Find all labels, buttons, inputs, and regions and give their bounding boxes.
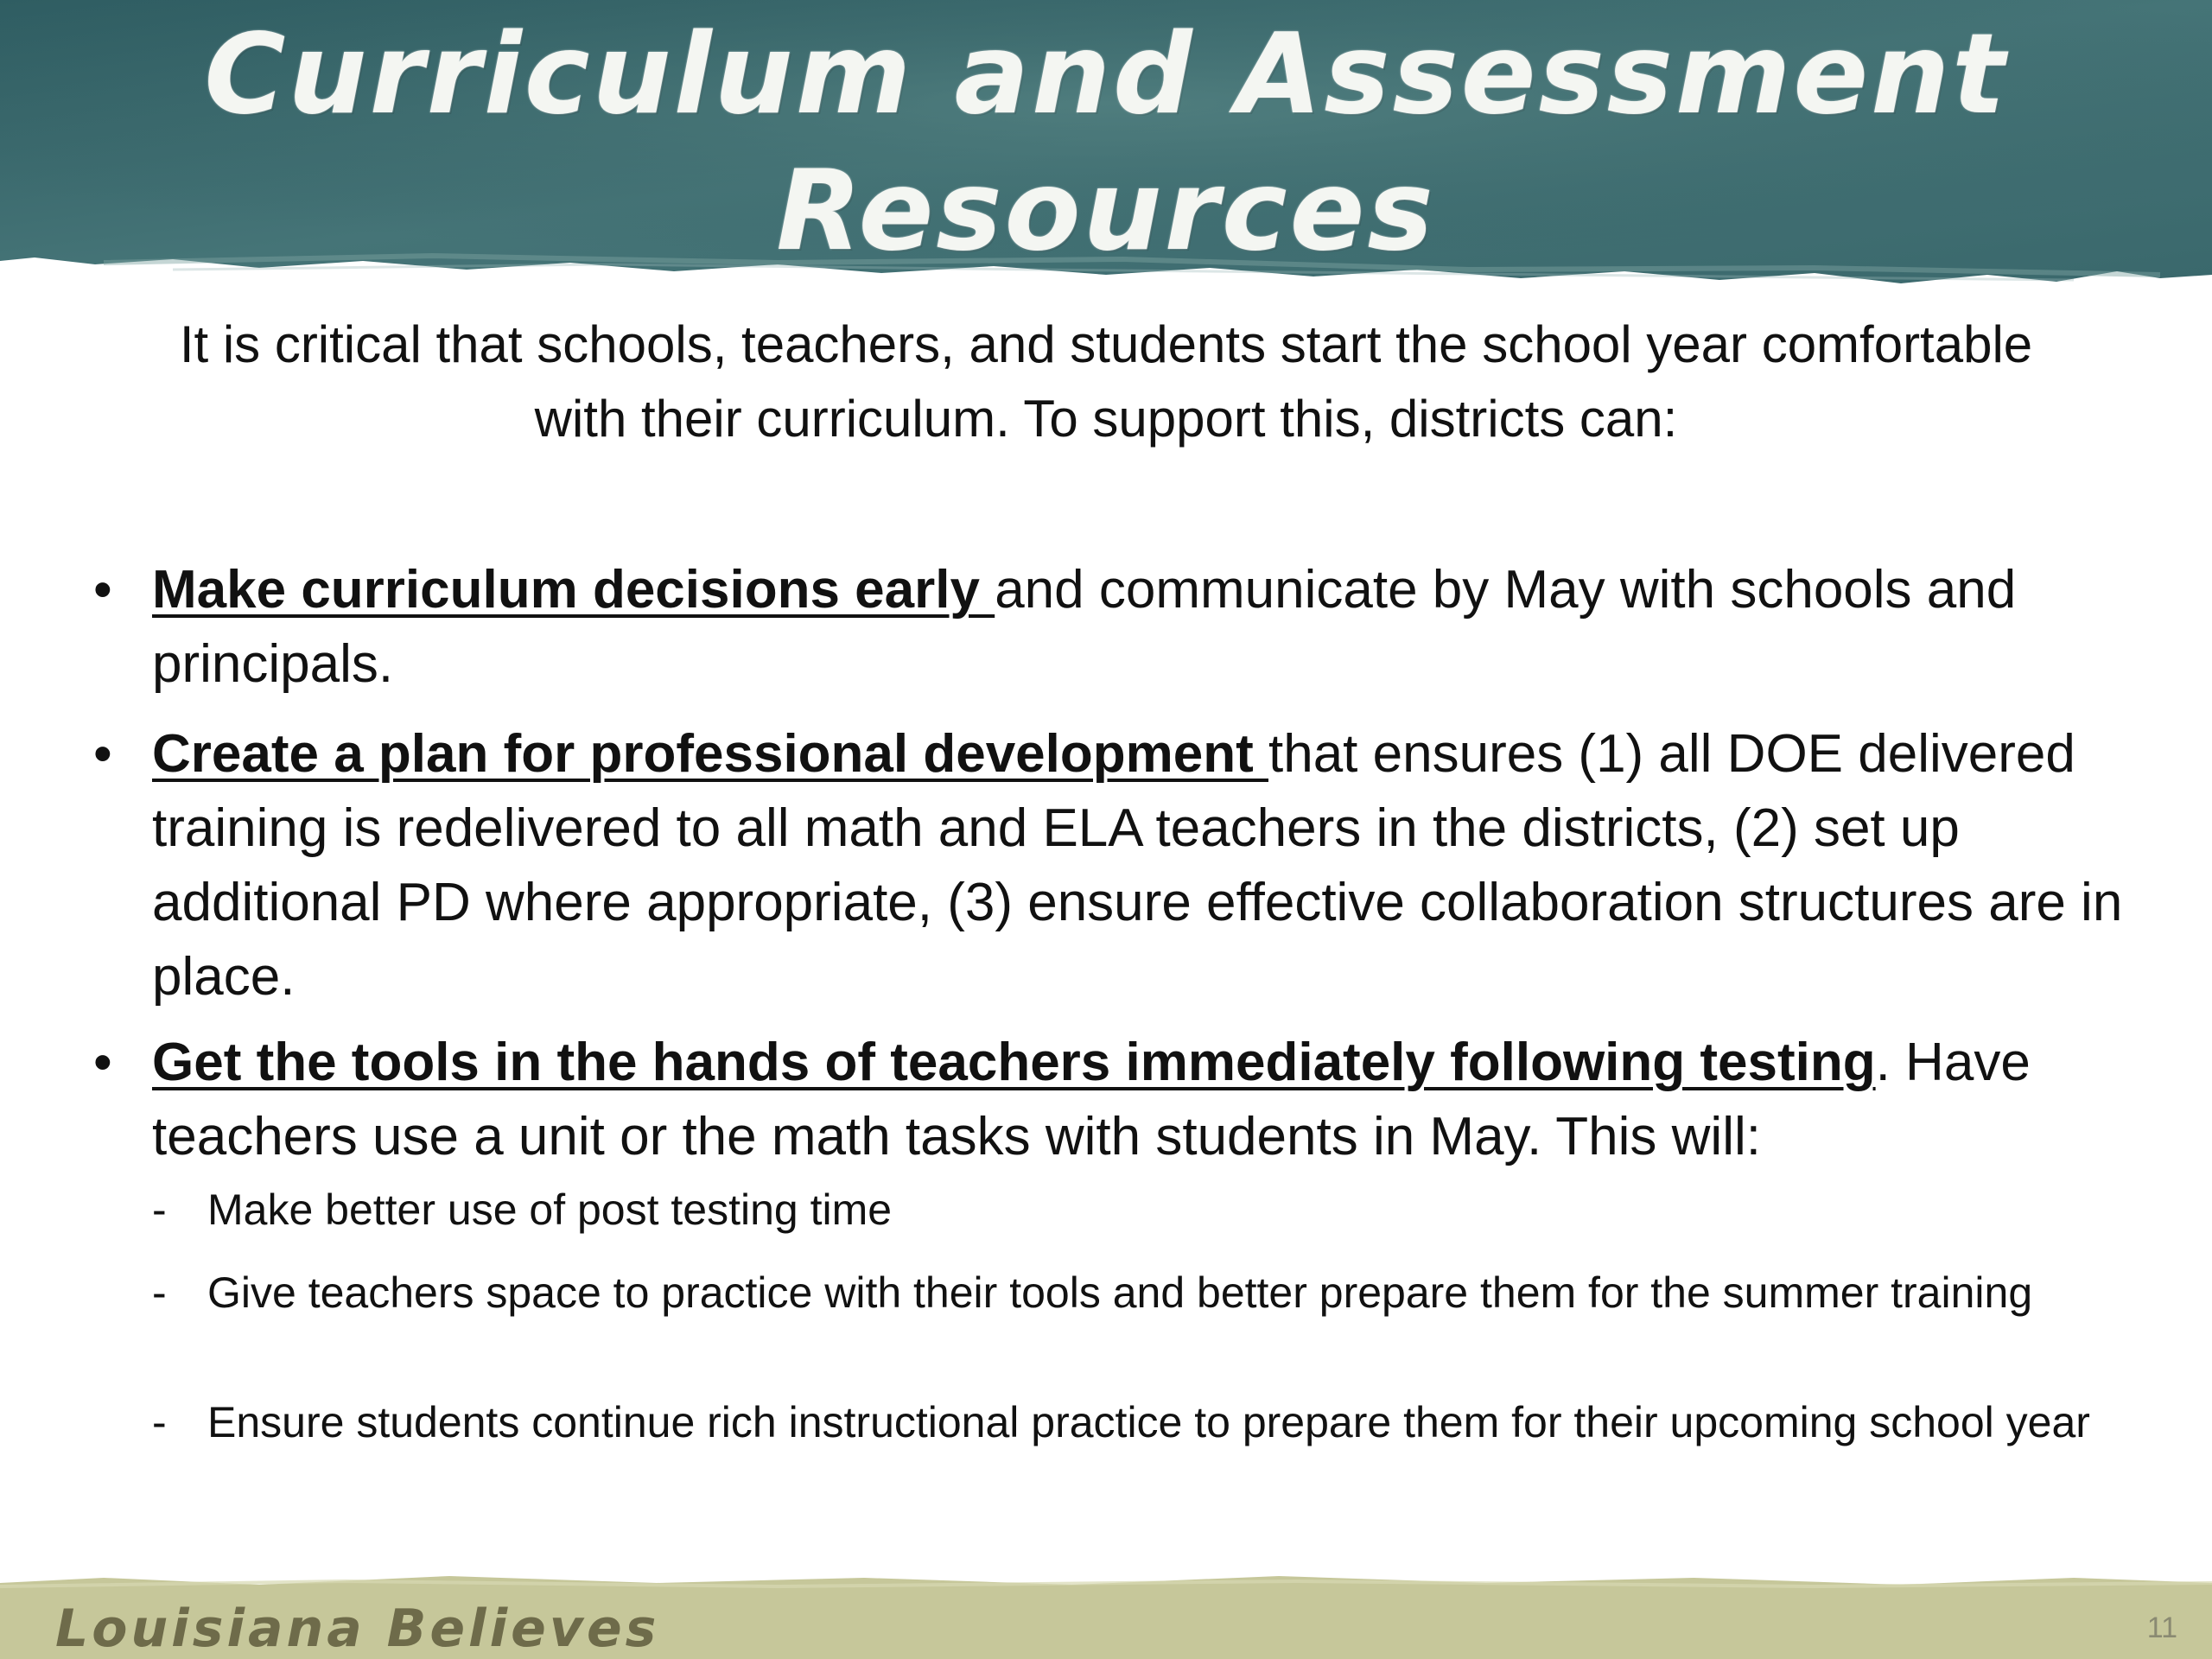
sub-bullet-text: Give teachers space to practice with their tools and better prepare them for the summer training xyxy=(207,1268,2033,1317)
intro-paragraph: It is critical that schools, teachers, and students start the school year comfortable with their curriculum. To support this, districts can: xyxy=(179,315,2033,448)
slide-number: 11 xyxy=(2146,1611,2177,1644)
bullet-lead: Make curriculum decisions early xyxy=(152,560,995,620)
bullet-marker: • xyxy=(93,1033,112,1092)
list-item xyxy=(93,553,2131,702)
list-item xyxy=(93,717,2131,1014)
dash-marker: - xyxy=(152,1268,167,1317)
sub-list-item xyxy=(152,1180,2126,1239)
dash-marker: - xyxy=(152,1185,167,1234)
title-line-2: Resources xyxy=(776,147,1436,276)
list-item xyxy=(93,1026,2131,1174)
bullet-lead: Create a plan for professional development xyxy=(152,724,1268,784)
sub-list-item xyxy=(152,1263,2126,1322)
bullet-text: . Have teachers use a unit or the math tasks with students in May. This will: xyxy=(152,1033,2031,1166)
bullet-text: that ensures (1) all DOE delivered training is redelivered to all math and ELA teachers in the districts, (2) set up additional PD where appropriate, (3) ensure effective collaboration structures are in place. xyxy=(152,724,2123,1007)
title-line-1: Curriculum and Assessment xyxy=(204,10,2008,139)
sub-bullet-text: Make better use of post testing time xyxy=(207,1185,893,1234)
title-banner xyxy=(0,0,2212,294)
sub-list-item xyxy=(152,1393,2126,1452)
bullet-lead: Get the tools in the hands of teachers immediately following testing xyxy=(152,1033,1876,1092)
dash-marker: - xyxy=(152,1398,167,1446)
bullet-marker: • xyxy=(93,560,112,620)
bullet-text: and communicate by May with schools and principals. xyxy=(152,560,2017,694)
brand-logo-text: Louisiana Believes xyxy=(55,1599,660,1659)
page-title xyxy=(0,0,2212,280)
sub-bullet-text: Ensure students continue rich instructional practice to prepare them for their upcoming school year xyxy=(207,1398,2090,1446)
bullet-marker: • xyxy=(93,724,112,784)
footer-band xyxy=(0,1574,2212,1659)
